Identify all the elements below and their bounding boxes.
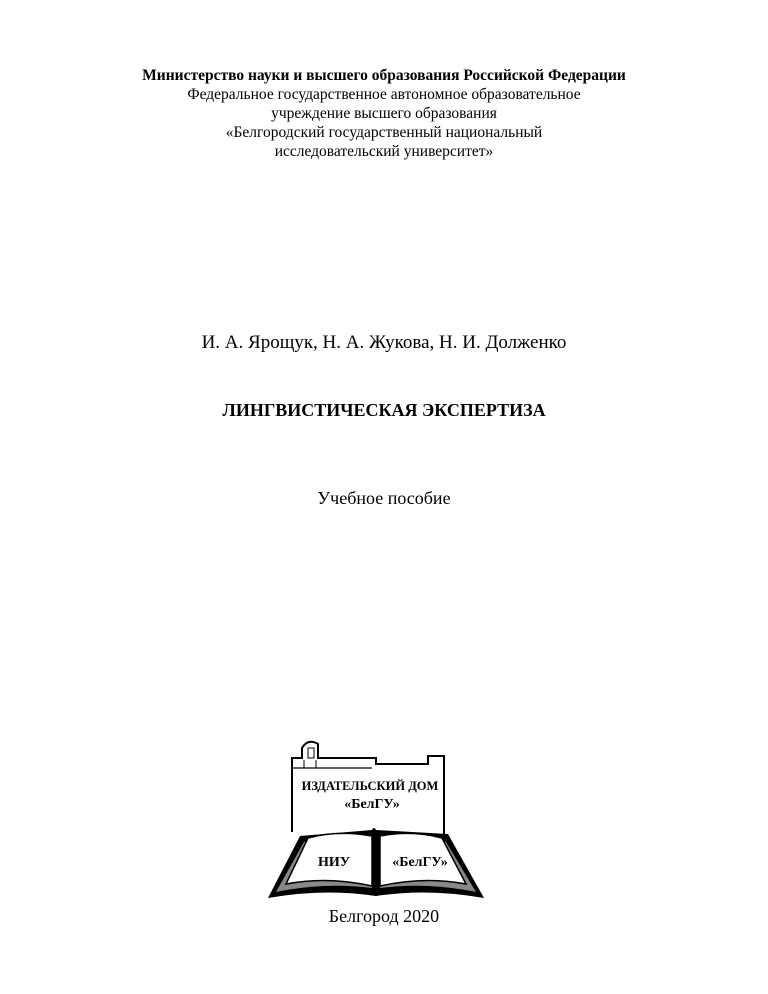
logo-right-page-text: «БелГУ» [392,855,448,870]
institution-line-3: «Белгородский государственный национальный [225,124,543,141]
publication-place-year: Белгород 2020 [328,906,440,926]
publisher-logo [268,738,484,900]
title-page-header [0,66,768,161]
institution-line-4: исследовательский университет» [274,143,494,160]
institution-line-1: Федеральное государственное автономное образовательное [187,86,581,103]
institution-line-2: учреждение высшего образования [271,105,497,122]
ministry-line: Министерство науки и высшего образования Российской Федерации [142,67,626,84]
book-title: ЛИНГВИСТИЧЕСКАЯ ЭКСПЕРТИЗА [222,400,546,420]
authors: И. А. Ярощук, Н. А. Жукова, Н. И. Долженко [201,332,567,353]
logo-left-page-text: НИУ [317,855,351,870]
logo-line-1: ИЗДАТЕЛЬСКИЙ ДОМ [301,779,439,793]
book-type: Учебное пособие [317,488,451,508]
logo-line-2: «БелГУ» [344,797,400,812]
